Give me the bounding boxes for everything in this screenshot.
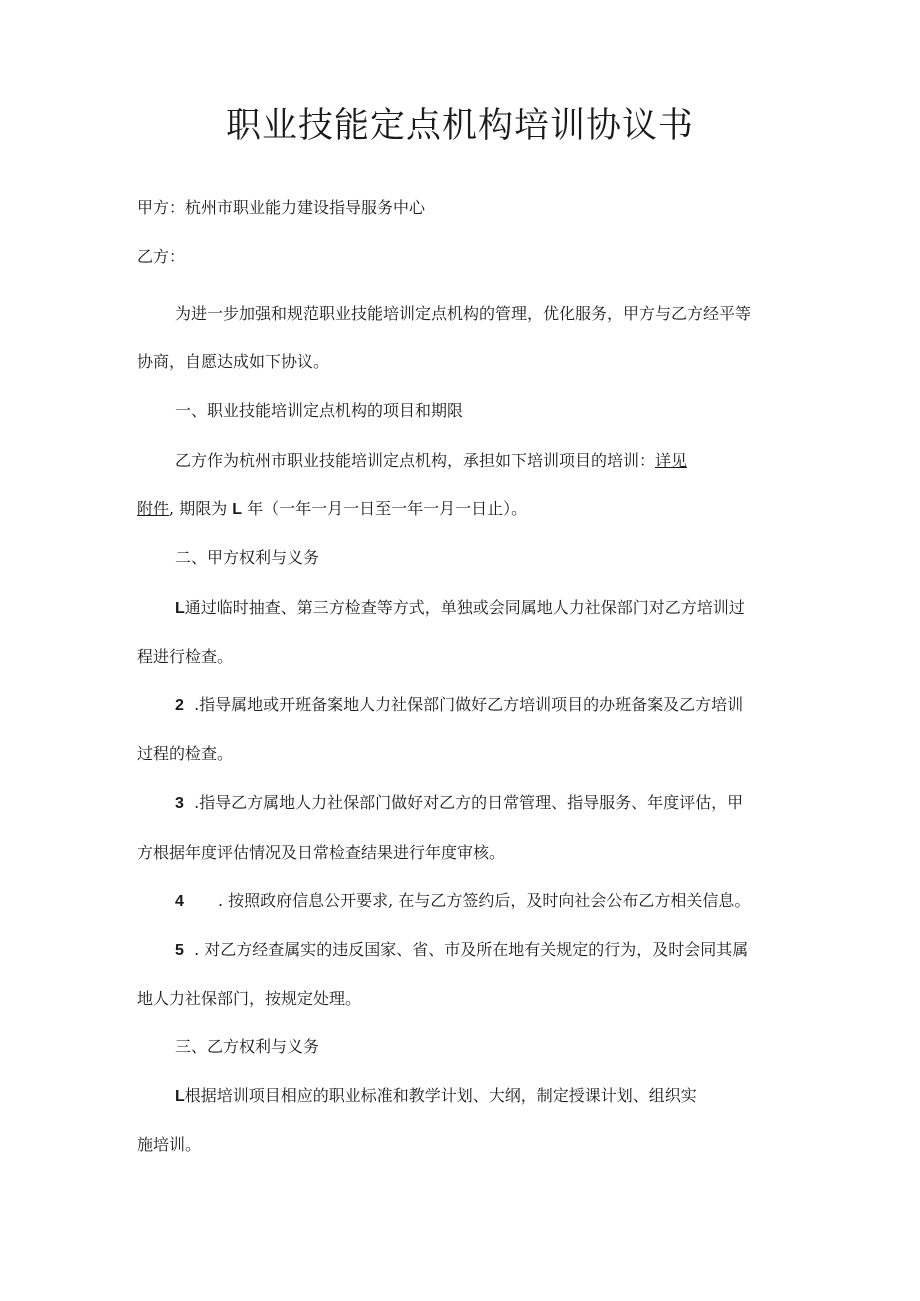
section-1-text: 乙方作为杭州市职业技能培训定点机构，承担如下培训项目的培训： <box>175 451 656 470</box>
s2-item-3-text: .指导乙方属地人力社保部门做好对乙方的日常管理、指导服务、年度评估，甲 <box>194 793 744 812</box>
party-b: 乙方： <box>137 247 186 266</box>
s2-item-4-line-1 <box>175 889 184 914</box>
party-a: 甲方：杭州市职业能力建设指导服务中心 <box>137 198 426 217</box>
s2-item-2-line-1 <box>175 693 743 718</box>
s2-item-2-text: .指导属地或开班备案地人力社保部门做好乙方培训项目的办班备案及乙方培训 <box>194 695 744 714</box>
s2-item-3-line-1 <box>175 791 743 816</box>
s3-item-1-line-1 <box>175 1084 697 1109</box>
s2-item-2-num: 2 <box>175 697 184 714</box>
s2-item-1-text: 通过临时抽查、第三方检查等方式，单独或会同属地人力社保部门对乙方培训过 <box>184 598 745 617</box>
page-title: 职业技能定点机构培训协议书 <box>225 106 694 146</box>
s2-item-4-text: . 按照政府信息公开要求, 在与乙方签约后，及时向社会公布乙方相关信息。 <box>218 891 751 910</box>
s2-item-1-line-1 <box>175 596 745 621</box>
s2-item-1-line-2: 程进行检查。 <box>137 647 234 666</box>
section-1-heading: 一、职业技能培训定点机构的项目和期限 <box>175 401 464 420</box>
s2-item-1-num: L <box>175 600 185 617</box>
section-1-line-1 <box>175 449 687 473</box>
term-prefix: , 期限为 <box>169 499 228 518</box>
s2-item-4-num: 4 <box>175 893 184 910</box>
term-number: L <box>232 501 243 518</box>
intro-line-2: 协商，自愿达成如下协议。 <box>137 352 330 371</box>
section-2-heading: 二、甲方权利与义务 <box>175 548 320 567</box>
s2-item-5-text: . 对乙方经查属实的违反国家、省、市及所在地有关规定的行为，及时会同其属 <box>194 940 749 959</box>
term-suffix: 年（一年一月一日至一年一月一日止）。 <box>247 499 528 518</box>
intro-line-1: 为进一步加强和规范职业技能培训定点机构的管理，优化服务，甲方与乙方经平等 <box>175 304 752 323</box>
s3-item-1-text: 根据培训项目相应的职业标准和教学计划、大纲，制定授课计划、组织实 <box>184 1086 697 1105</box>
section-3-heading: 三、乙方权利与义务 <box>175 1037 320 1056</box>
s3-item-1-num: L <box>175 1088 185 1105</box>
s2-item-3-num: 3 <box>175 795 184 812</box>
attachment-link: 附件 <box>137 499 170 518</box>
s3-item-1-line-2: 施培训。 <box>137 1135 202 1154</box>
s2-item-2-line-2: 过程的检查。 <box>137 744 234 763</box>
section-1-line-2 <box>137 497 527 522</box>
s2-item-5-line-2: 地人力社保部门，按规定处理。 <box>137 989 362 1008</box>
s2-item-5-num: 5 <box>175 942 184 959</box>
section-1-underline-1: 详见 <box>655 451 688 470</box>
s2-item-3-line-2: 方根据年度评估情况及日常检查结果进行年度审核。 <box>137 843 506 862</box>
s2-item-5-line-1 <box>175 938 748 963</box>
